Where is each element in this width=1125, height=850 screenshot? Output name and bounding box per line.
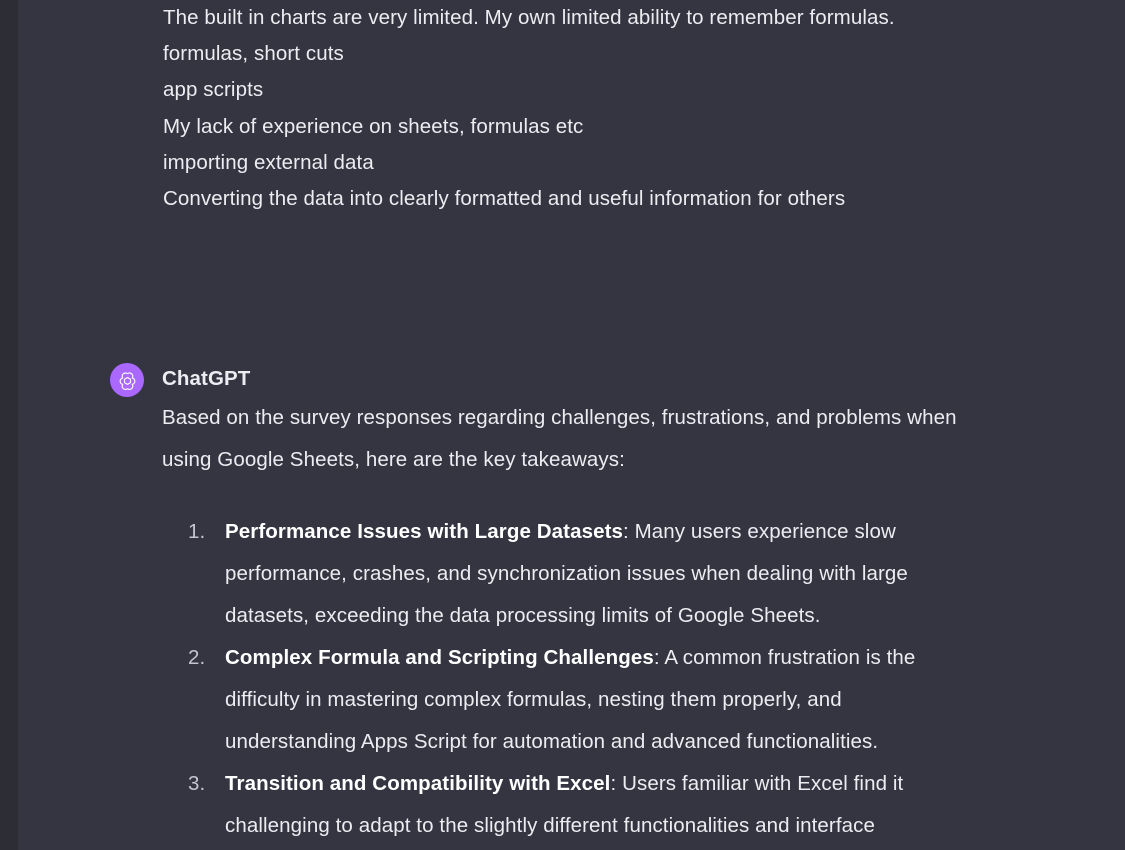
assistant-message [110, 355, 970, 847]
takeaway-lead: Complex Formula and Scripting Challenges [225, 646, 654, 669]
user-message-line-4: My lack of experience on sheets, formulas etc [163, 114, 584, 138]
takeaway-lead: Performance Issues with Large Datasets [225, 520, 624, 543]
assistant-intro: Based on the survey responses regarding challenges, frustrations, and problems when using Google Sheets, here are the key takeaways: [162, 406, 957, 471]
user-message-line-3: app scripts [163, 78, 264, 102]
user-message [163, 0, 923, 217]
takeaways-list [162, 511, 962, 847]
list-item [162, 511, 962, 637]
user-message-line-2: formulas, short cuts [163, 42, 344, 66]
list-item [162, 637, 962, 763]
takeaway-body: : Users familiar with Excel find it challenging to adapt to the slightly different functionalities and interface [225, 772, 904, 837]
user-message-line-5: importing external data [163, 150, 374, 174]
takeaway-lead: Transition and Compatibility with Excel [225, 772, 611, 795]
user-message-line-1: The built in charts are very limited. My own limited ability to remember formulas. [163, 6, 895, 29]
list-item [162, 763, 962, 847]
assistant-body [162, 397, 962, 847]
assistant-name: ChatGPT [162, 367, 251, 390]
assistant-header [110, 355, 970, 397]
openai-logo-icon [110, 363, 144, 397]
user-message-line-6: Converting the data into clearly formatted and useful information for others [163, 187, 846, 211]
takeaway-body: : A common frustration is the difficulty in mastering complex formulas, nesting them properly, and understanding Apps Script for automation and advanced functionalities. [225, 646, 916, 753]
takeaway-body: : Many users experience slow performance, crashes, and synchronization issues when dealing with large datasets, exceeding the data processing limits of Google Sheets. [225, 520, 908, 627]
